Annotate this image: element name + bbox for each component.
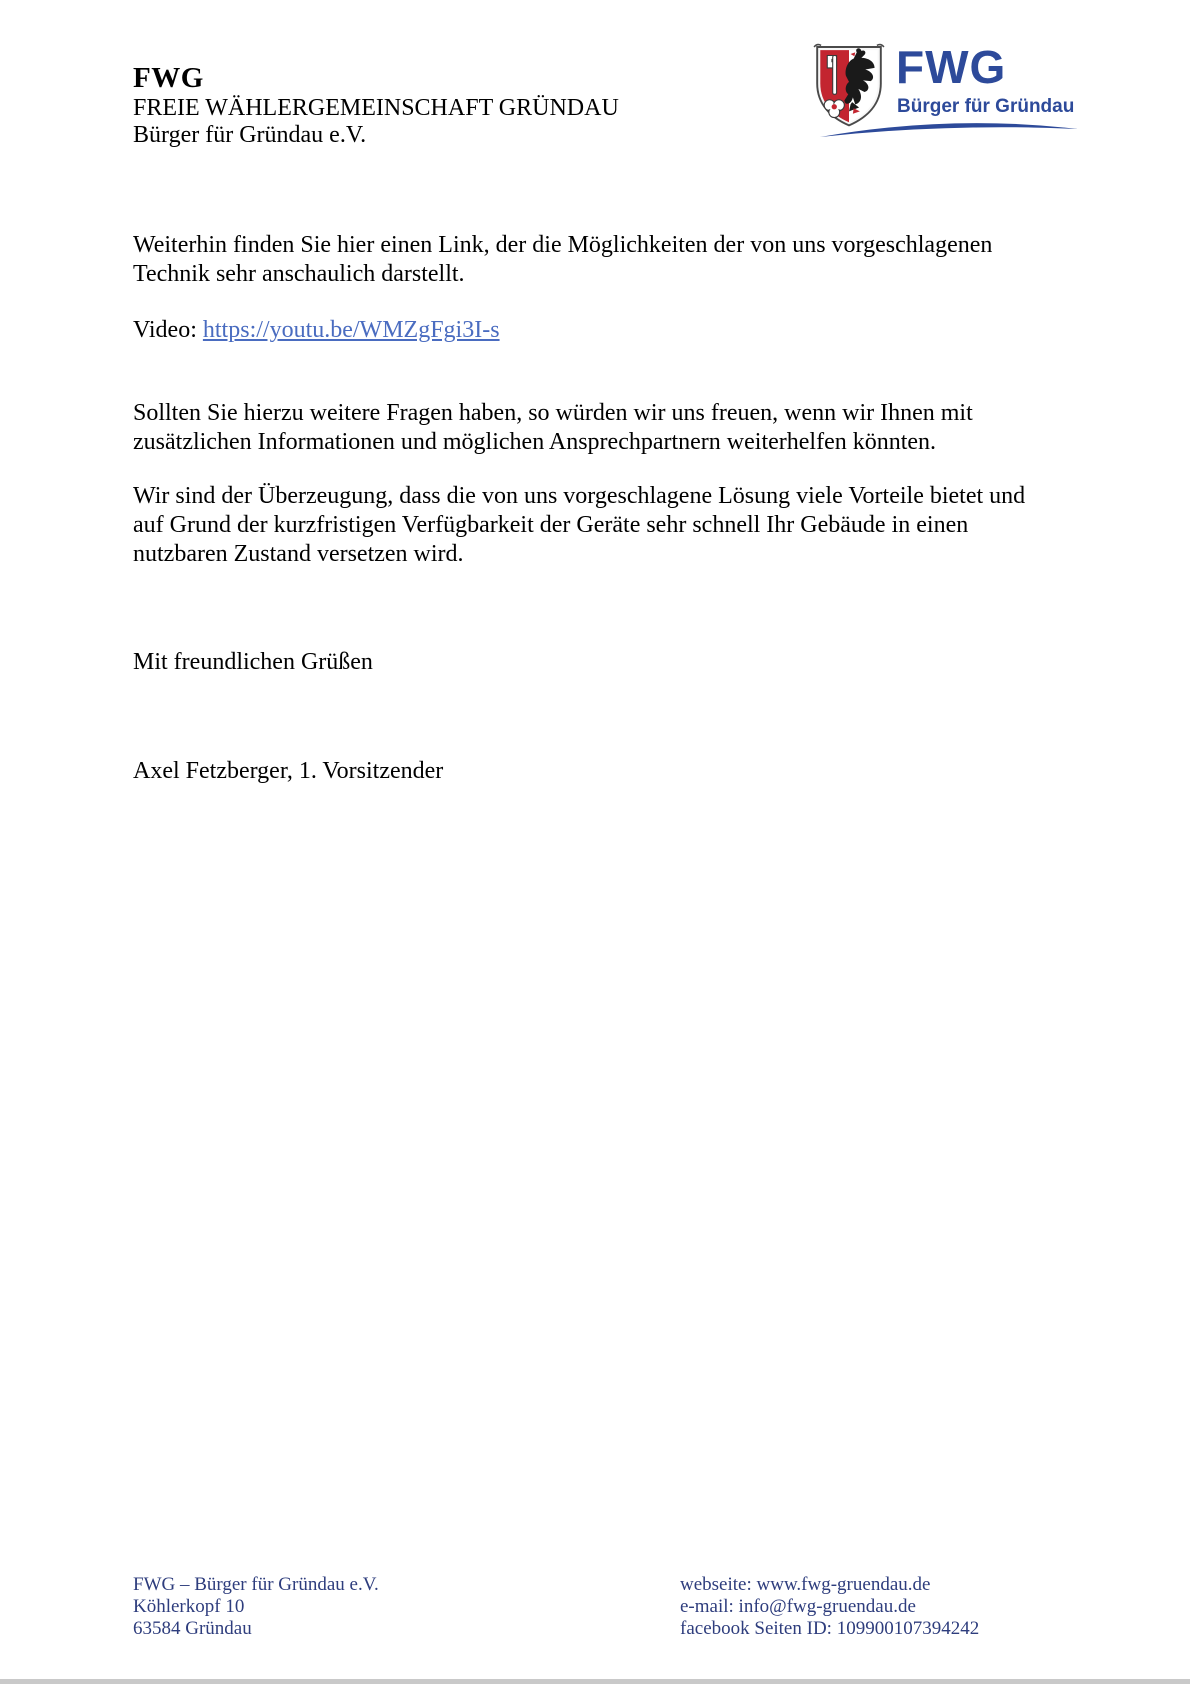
paragraph-line: auf Grund der kurzfristigen Verfügbarkeit der Geräte sehr schnell Ihr Gebäude in einen [133, 512, 969, 538]
signature-line: Axel Fetzberger, 1. Vorsitzender [133, 758, 444, 784]
letterhead [133, 62, 619, 149]
fwg-logo [758, 34, 1088, 142]
paragraph-line: zusätzlichen Informationen und möglichen Ansprechpartnern weiterhelfen könnten. [133, 429, 937, 455]
paragraph-conviction [133, 482, 1025, 569]
video-line [133, 316, 500, 345]
logo-tagline: Bürger für Gründau [897, 96, 1075, 117]
paragraph-line: Weiterhin finden Sie hier einen Link, der die Möglichkeiten der von uns vorgeschlagenen [133, 232, 993, 258]
footer-email-line: e-mail: info@fwg-gruendau.de [680, 1596, 916, 1617]
swoosh-underline-icon [818, 120, 1082, 140]
paragraph-intro [133, 231, 992, 289]
org-full-name: FREIE WÄHLERGEMEINSCHAFT GRÜNDAU [133, 95, 619, 121]
logo-brand-text: FWG [896, 41, 1007, 93]
footer-city-line: 63584 Gründau [133, 1618, 252, 1639]
footer-org-line: FWG – Bürger für Gründau e.V. [133, 1574, 379, 1595]
footer-street-line: Köhlerkopf 10 [133, 1596, 245, 1617]
closing-salutation: Mit freundlichen Grüßen [133, 649, 373, 675]
footer-contact [680, 1574, 979, 1640]
paragraph-line: Sollten Sie hierzu weitere Fragen haben, so würden wir uns freuen, wenn wir Ihnen mit [133, 400, 973, 426]
video-label: Video: [133, 317, 203, 343]
footer-website-line: webseite: www.fwg-gruendau.de [680, 1574, 931, 1595]
paragraph-line: Wir sind der Überzeugung, dass die von uns vorgeschlagene Lösung viele Vorteile bietet und [133, 483, 1026, 509]
paragraph-line: Technik sehr anschaulich darstellt. [133, 261, 465, 287]
coat-of-arms-icon [808, 40, 890, 130]
org-short-name: FWG [133, 62, 204, 94]
video-link[interactable]: https://youtu.be/WMZgFgi3I-s [202, 317, 500, 343]
footer-facebook-line: facebook Seiten ID: 109900107394242 [680, 1618, 980, 1639]
footer-address [133, 1574, 379, 1640]
paragraph-line: nutzbaren Zustand versetzen wird. [133, 541, 464, 567]
paragraph-questions [133, 399, 973, 457]
page-edge-divider [0, 1679, 1190, 1684]
org-subtitle: Bürger für Gründau e.V. [133, 122, 367, 148]
